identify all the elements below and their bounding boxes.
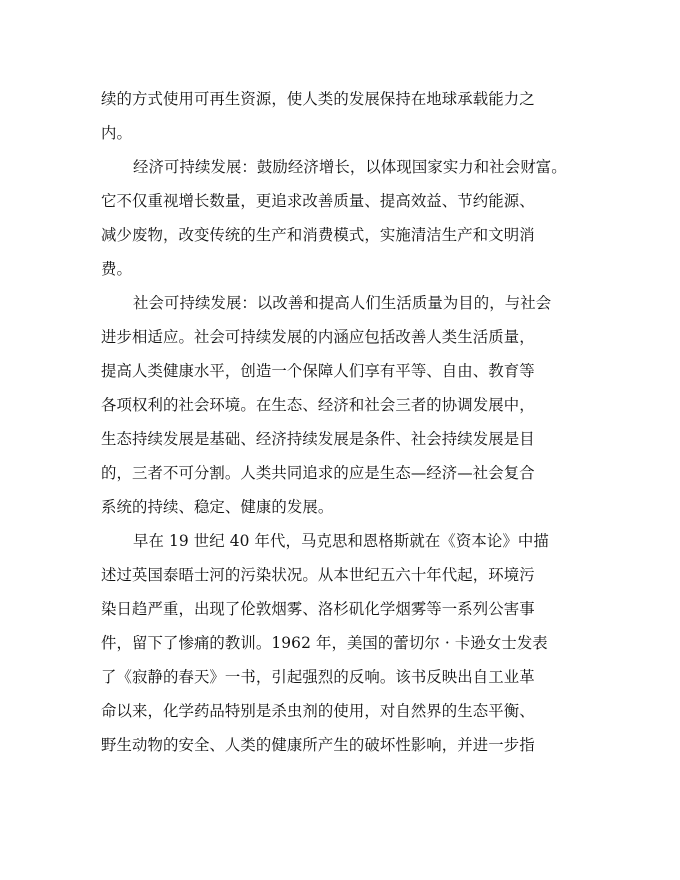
text-line: 减少废物，改变传统的生产和消费模式，实施清洁生产和文明消	[101, 226, 535, 244]
text-line: 系统的持续、稳定、健康的发展。	[101, 498, 334, 516]
text-line: 命以来，化学药品特别是杀虫剂的使用，对自然界的生态平衡、	[101, 702, 535, 720]
text-line: 它不仅重视增长数量，更追求改善质量、提高效益、节约能源、	[101, 192, 535, 210]
text-line: 提高人类健康水平，创造一个保障人们享有平等、自由、教育等	[101, 362, 535, 380]
paragraph-social-first-line: 社会可持续发展：以改善和提高人们生活质量为目的，与社会	[133, 294, 552, 312]
text-line: 进步相适应。社会可持续发展的内涵应包括改善人类生活质量，	[101, 328, 535, 346]
text-line: 内。	[101, 124, 132, 142]
paragraph-economic-first-line: 经济可持续发展：鼓励经济增长，以体现国家实力和社会财富。	[133, 158, 567, 176]
text-line: 野生动物的安全、人类的健康所产生的破坏性影响，并进一步指	[101, 736, 535, 754]
paragraph-history-first-line: 早在 19 世纪 40 年代，马克思和恩格斯就在《资本论》中描	[133, 532, 549, 550]
text-line: 各项权利的社会环境。在生态、经济和社会三者的协调发展中，	[101, 396, 535, 414]
text-line: 费。	[101, 260, 132, 278]
text-line: 了《寂静的春天》一书，引起强烈的反响。该书反映出自工业革	[101, 668, 535, 686]
text-line: 续的方式使用可再生资源，使人类的发展保持在地球承载能力之	[101, 90, 535, 108]
text-line: 的，三者不可分割。人类共同追求的应是生态—经济—社会复合	[101, 464, 535, 482]
text-line: 件，留下了惨痛的教训。1962 年，美国的蕾切尔 · 卡逊女士发表	[101, 634, 548, 652]
text-line: 生态持续发展是基础、经济持续发展是条件、社会持续发展是目	[101, 430, 535, 448]
text-line: 染日趋严重，出现了伦敦烟雾、洛杉矶化学烟雾等一系列公害事	[101, 600, 535, 618]
text-line: 述过英国泰晤士河的污染状况。从本世纪五六十年代起，环境污	[101, 566, 535, 584]
